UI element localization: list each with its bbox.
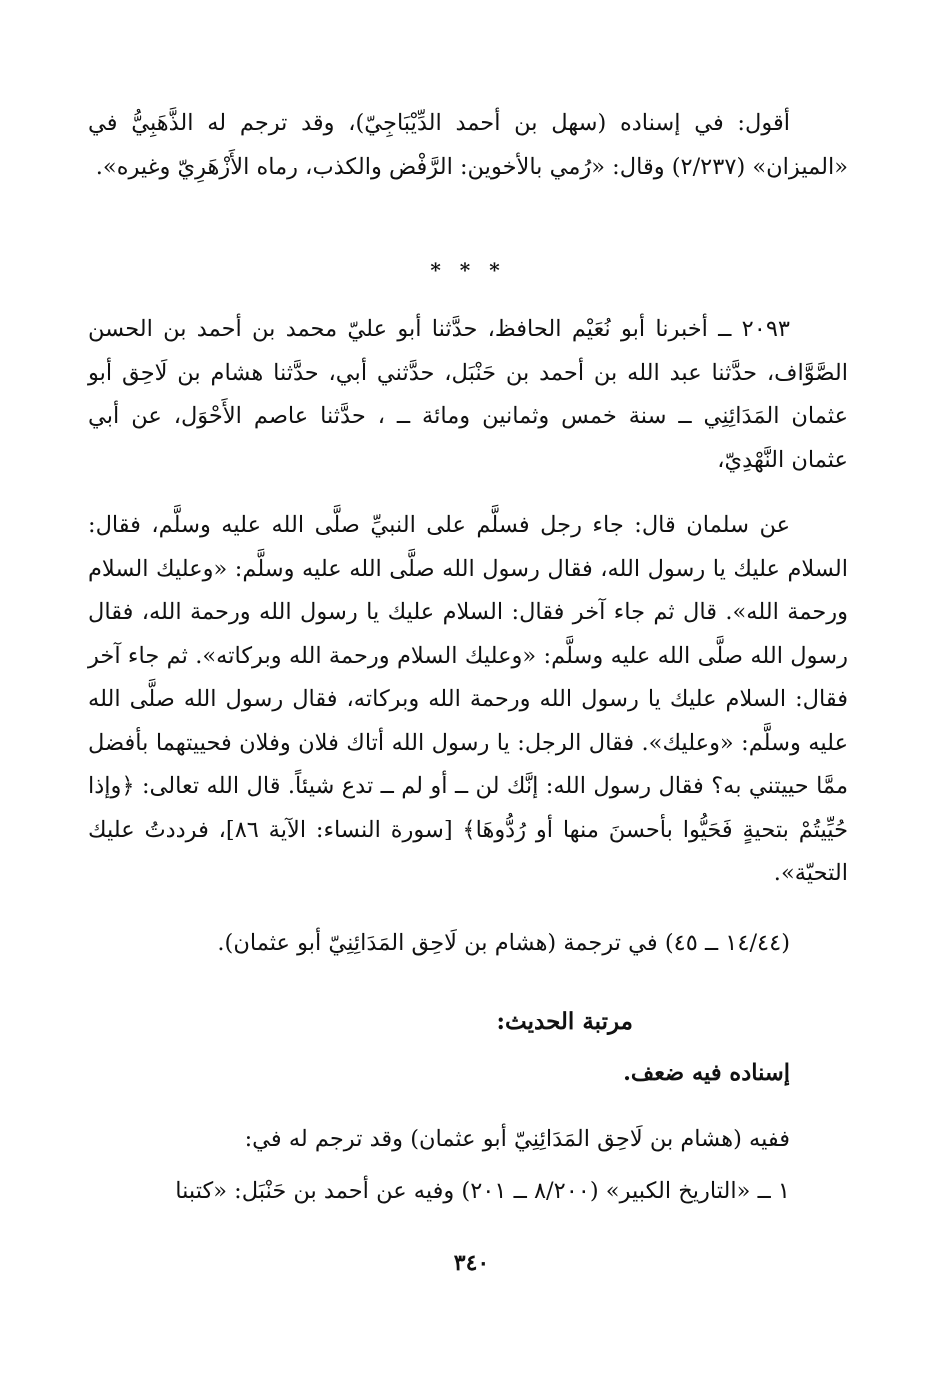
section-separator: * * * bbox=[430, 258, 506, 282]
hadith-isnad-paragraph: ٢٠٩٣ ــ أخبرنا أبو نُعَيْم الحافظ، حدَّثنا أبو عليّ محمد بن أحمد بن الحسن الصَّوَّاف، حدَّثنا عبد الله بن أحمد بن حَنْبَل، حدَّثني أبي، حدَّثنا هشام بن لَاحِق أبو عثمان المَدَائِنِي ــ سنة خمس وثمانين ومائة ــ ، حدَّثنا عاصم الأَحْوَل، عن أبي عثمان النَّهْدِيّ، bbox=[88, 316, 848, 473]
hadith-grade: إسناده فيه ضعف. bbox=[623, 1060, 790, 1086]
commentary-paragraph: أقول: في إسناده (سهل بن أحمد الدِّيْبَاجِيّ)، وقد ترجم له الذَّهَبِيُّ في «الميزان» (٢/٢٣٧) وقال: «رُمي بالأخوين: الرَّفْض والكذب، رماه الأَزْهَرِيّ وغيره». bbox=[88, 110, 848, 180]
section-heading: مرتبة الحديث: bbox=[496, 1008, 633, 1035]
hadith-matn-paragraph: عن سلمان قال: جاء رجل فسلَّم على النبيِّ صلَّى الله عليه وسلَّم، فقال: السلام عليك يا رسول الله، فقال رسول الله صلَّى الله عليه وسلَّم: «وعليك السلام ورحمة الله». قال ثم جاء آخر فقال: السلام عليك يا رسول الله ورحمة الله، فقال رسول الله صلَّى الله عليه وسلَّم: «وعليك السلام ورحمة الله وبركاته». ثم جاء آخر فقال: السلام عليك يا رسول الله ورحمة الله وبركاته، فقال رسول الله صلَّى الله عليه وسلَّم: «وعليك». فقال الرجل: يا رسول الله أتاك فلان وفلان فحييتهما بأفضل ممَّا حييتني به؟ فقال رسول الله: إنَّك لن ــ أو لم ــ تدع شيئاً. قال الله تعالى: ﴿وإذا حُيِّيتُمْ بتحيةٍ فَحَيُّوا بأحسنَ منها أو رُدُّوهَا﴾ [سورة النساء: الآية ٨٦]، فرددتُ عليك التحيّة». bbox=[88, 512, 848, 886]
narrator-note: ففيه (هشام بن لَاحِق المَدَائِنِيّ أبو عثمان) وقد ترجم له في: bbox=[244, 1126, 790, 1152]
reference-item: ١ ــ «التاريخ الكبير» (٨/٢٠٠ ــ ٢٠١) وفيه عن أحمد بن حَنْبَل: «كتبنا bbox=[175, 1178, 790, 1204]
page-number: ٣٤٠ bbox=[453, 1250, 490, 1276]
source-reference: (١٤/٤٤ ــ ٤٥) في ترجمة (هشام بن لَاحِق المَدَائِنِيّ أبو عثمان). bbox=[217, 930, 790, 956]
